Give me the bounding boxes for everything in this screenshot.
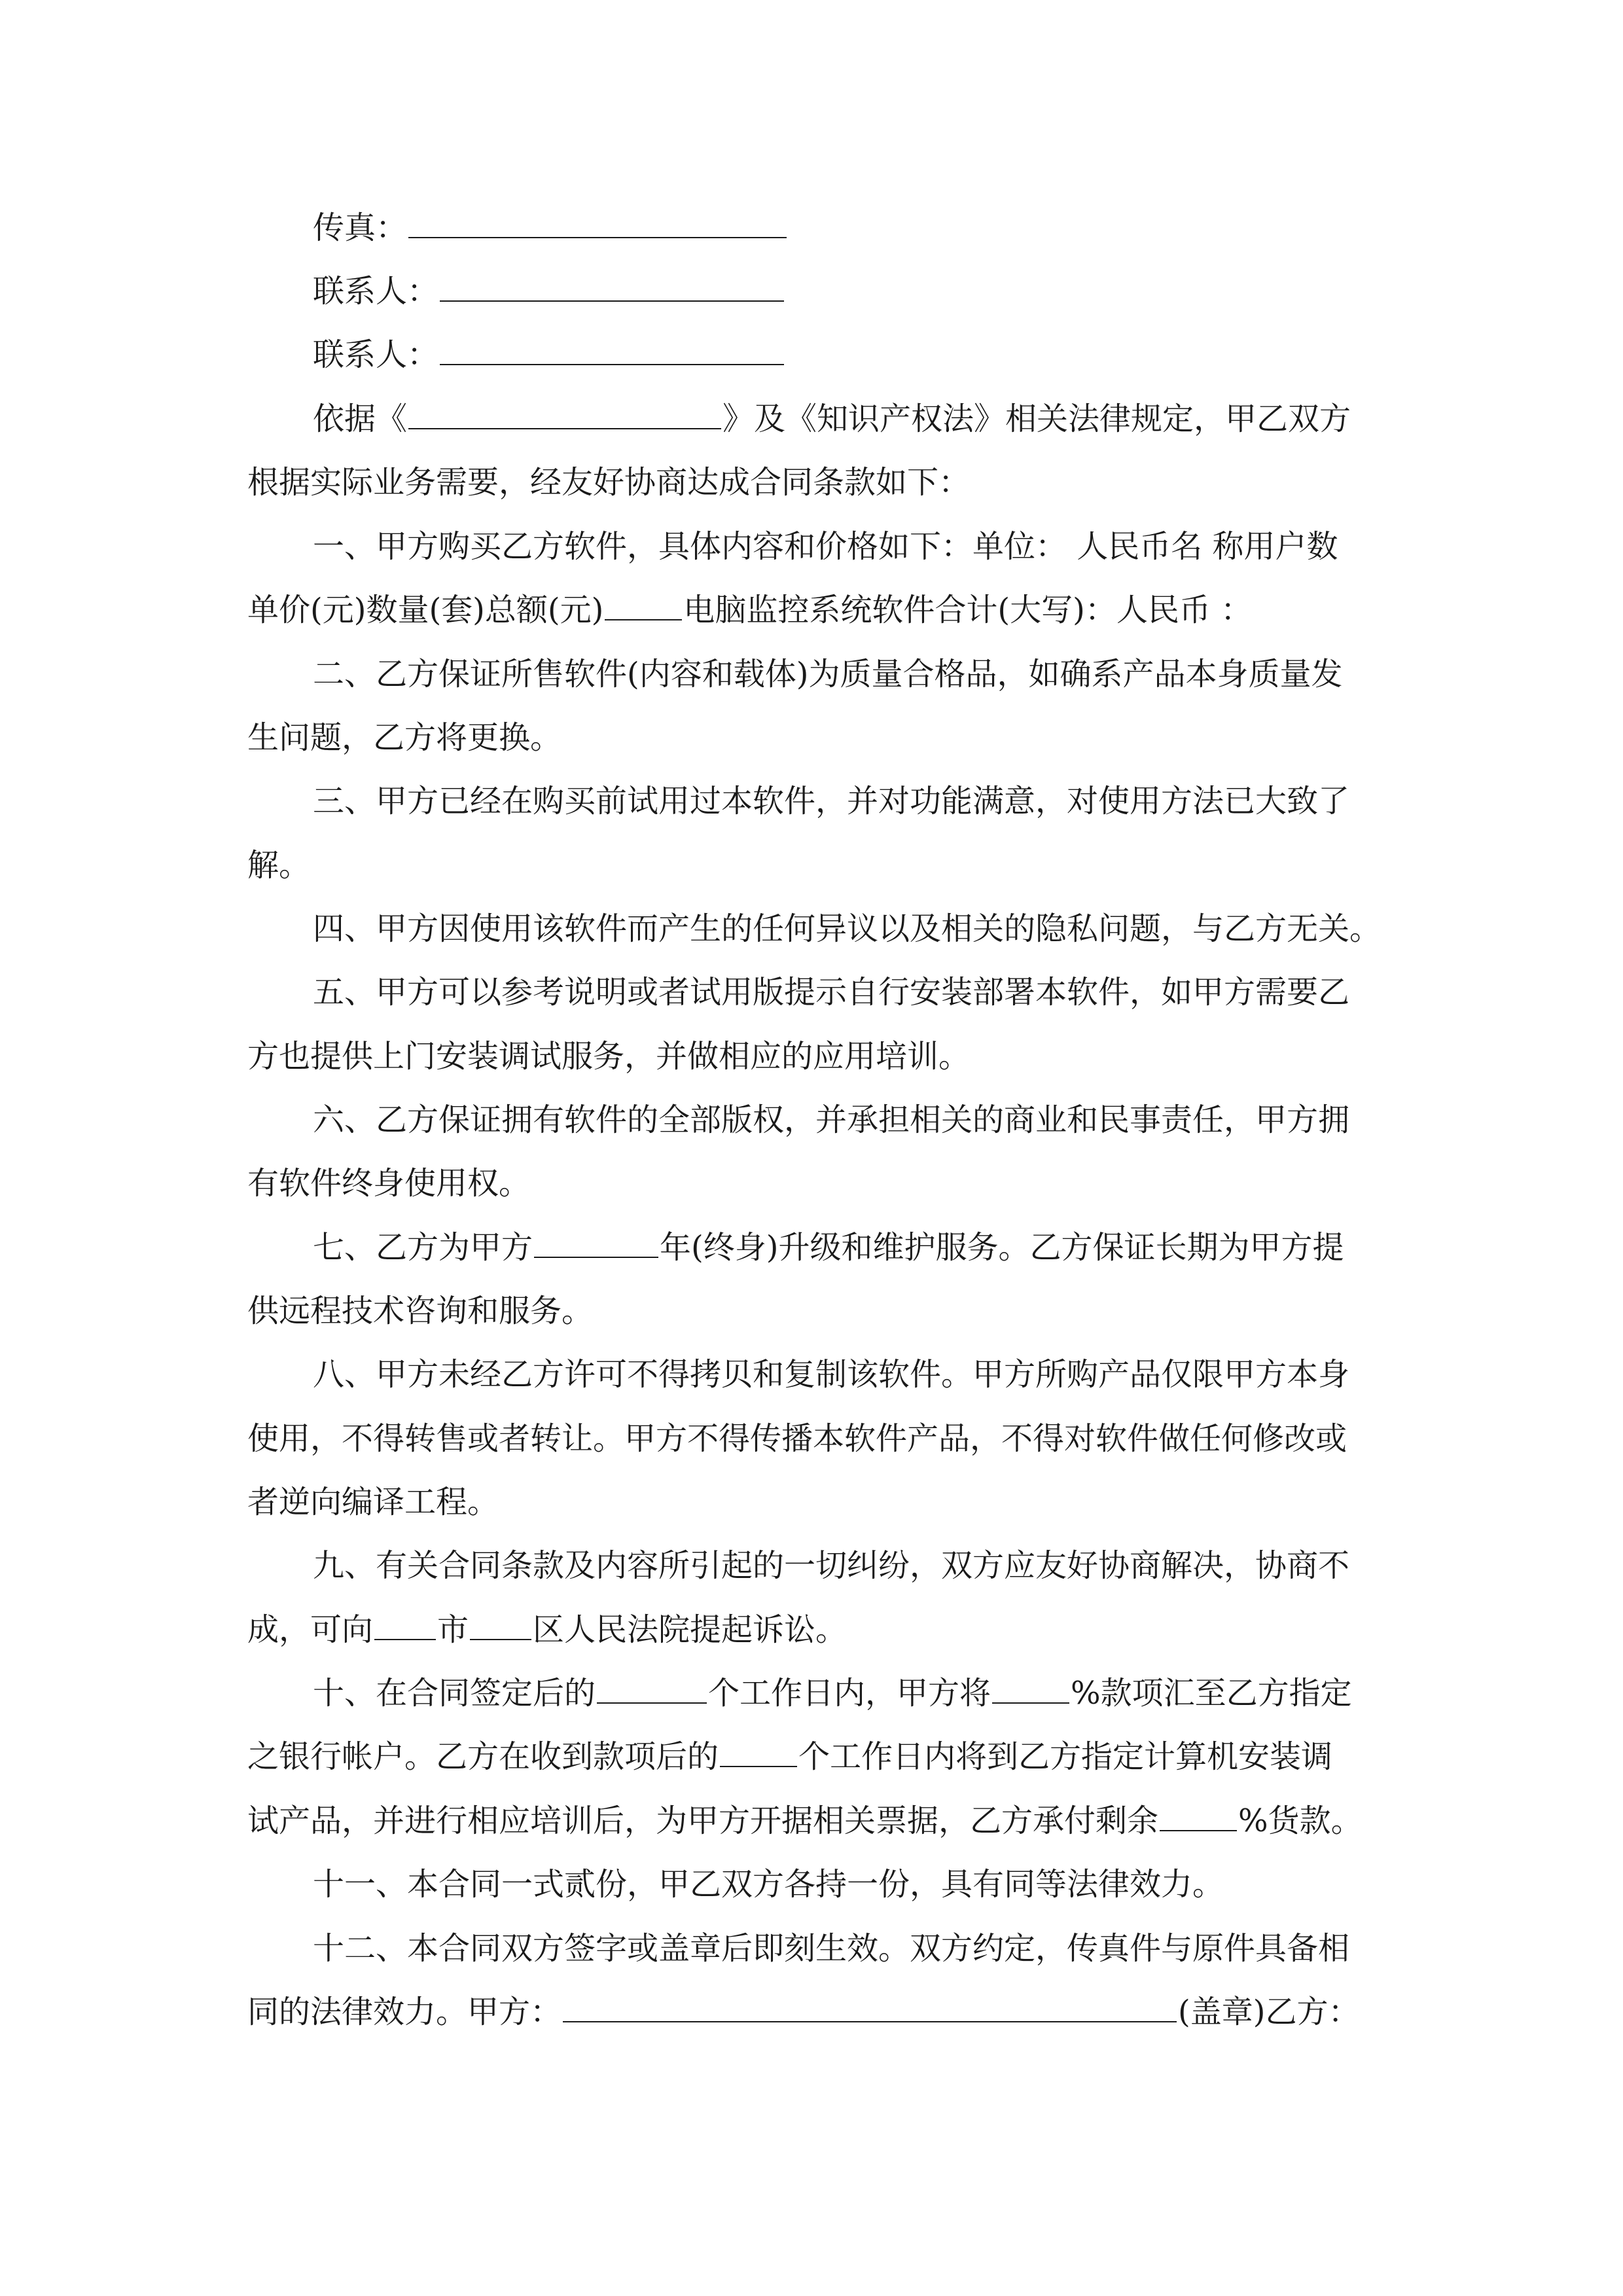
- clause-2-line-1: [313, 655, 1342, 694]
- clause-10-text-2b: 个工作日内将到乙方指定计算机安装调: [798, 1738, 1333, 1775]
- clause-4-line-1: [313, 909, 1381, 948]
- clause-9-text-2b: 市: [437, 1611, 469, 1648]
- clause-10-text-1b: 个工作日内，甲方将: [708, 1675, 991, 1712]
- clause-12-text-1: 十二、本合同双方签字或盖章后即刻生效。双方约定，传真件与原件具备相: [313, 1930, 1350, 1967]
- clause-1-line-1: [313, 527, 1338, 566]
- clause-1-line-2: [247, 590, 1252, 630]
- clause-10-text-1c: %款项汇至乙方指定: [1071, 1675, 1352, 1712]
- clause-10-line-1: [313, 1674, 1352, 1713]
- intro-text-a: 依据《: [313, 401, 408, 437]
- clause-12-text-2b: (盖章)乙方：: [1178, 1994, 1360, 2030]
- clause-8-text-2: 使用，不得转售或者转让。甲方不得传播本软件产品，不得对软件做任何修改或: [247, 1420, 1347, 1457]
- clause-12-line-2: [247, 1992, 1359, 2032]
- clause-6-text-2: 有软件终身使用权。: [247, 1165, 531, 1202]
- clause-1-text-2a: 单价(元)数量(套)总额(元): [247, 592, 604, 628]
- clause-5-text-1: 五、甲方可以参考说明或者试用版提示自行安装部署本软件，如甲方需要乙: [313, 974, 1350, 1011]
- clause-6-line-1: [313, 1100, 1349, 1139]
- clause-9-text-1: 九、有关合同条款及内容所引起的一切纠纷，双方应友好协商解决，协商不: [313, 1547, 1350, 1584]
- fax-blank[interactable]: [408, 211, 787, 238]
- install-days-blank[interactable]: [720, 1740, 797, 1767]
- party-a-signature-blank[interactable]: [563, 1995, 1177, 2022]
- clause-9-line-1: [313, 1546, 1349, 1585]
- intro-text-2: 根据实际业务需要，经友好协商达成合同条款如下：: [247, 464, 971, 501]
- clause-7-text-2: 供远程技术咨询和服务。: [247, 1293, 594, 1329]
- clause-10-text-1a: 十、在合同签定后的: [313, 1675, 596, 1712]
- clause-7-line-1: [313, 1228, 1344, 1267]
- intro-line-1: [313, 399, 1351, 439]
- clause-8-text-3: 者逆向编译工程。: [247, 1484, 499, 1520]
- clause-3-text-2: 解。: [247, 847, 311, 884]
- fax-label: 传真：: [313, 209, 408, 246]
- clause-12-line-1: [313, 1929, 1349, 1968]
- clause-8-line-3: [247, 1482, 499, 1522]
- clause-7-text-1b: 年(终身)升级和维护服务。乙方保证长期为甲方提: [660, 1229, 1344, 1266]
- clause-2-line-2: [247, 718, 562, 757]
- clause-5-line-1: [313, 973, 1349, 1012]
- clause-8-line-1: [313, 1355, 1349, 1394]
- clause-11-text-1: 十一、本合同一式贰份，甲乙双方各持一份，具有同等法律效力。: [313, 1866, 1224, 1903]
- contact-field-2: [313, 335, 785, 374]
- clause-1-text-2b: 电脑监控系统软件合计(大写)：人民币 ：: [683, 592, 1253, 628]
- balance-percent-blank[interactable]: [1160, 1804, 1237, 1831]
- contact-label-1: 联系人：: [313, 273, 439, 310]
- clause-10-text-3b: %货款。: [1238, 1803, 1363, 1839]
- clause-10-line-3: [247, 1801, 1363, 1840]
- clause-6-line-2: [247, 1164, 530, 1203]
- city-blank[interactable]: [374, 1613, 436, 1640]
- clause-9-line-2: [247, 1610, 847, 1649]
- clause-8-text-1: 八、甲方未经乙方许可不得拷贝和复制该软件。甲方所购产品仅限甲方本身: [313, 1356, 1350, 1393]
- contact-blank-2[interactable]: [440, 338, 784, 365]
- contact-label-2: 联系人：: [313, 336, 439, 373]
- payment-percent-blank[interactable]: [992, 1676, 1069, 1704]
- clause-10-line-2: [247, 1737, 1332, 1776]
- clause-2-text-2: 生问题，乙方将更换。: [247, 719, 562, 756]
- clause-5-line-2: [247, 1037, 970, 1076]
- clause-3-line-1: [313, 781, 1349, 821]
- clause-3-text-1: 三、甲方已经在购买前试用过本软件，并对功能满意，对使用方法已大致了: [313, 783, 1350, 819]
- district-blank[interactable]: [470, 1613, 531, 1640]
- clause-9-text-2a: 成，可向: [247, 1611, 374, 1648]
- clause-12-text-2a: 同的法律效力。甲方：: [247, 1994, 562, 2030]
- clause-10-text-2a: 之银行帐户。乙方在收到款项后的: [247, 1738, 719, 1775]
- clause-11-line-1: [313, 1865, 1224, 1904]
- payment-days-blank[interactable]: [597, 1676, 707, 1704]
- intro-line-2: [247, 463, 970, 502]
- clause-3-line-2: [247, 846, 310, 885]
- price-blank[interactable]: [605, 593, 682, 620]
- fax-field: [313, 208, 788, 247]
- intro-text-b: 》及《知识产权法》相关法律规定，甲乙双方: [722, 401, 1351, 437]
- clause-2-text-1: 二、乙方保证所售软件(内容和载体)为质量合格品，如确系产品本身质量发: [313, 656, 1343, 692]
- clause-8-line-2: [247, 1419, 1347, 1458]
- clause-1-text-1: 一、甲方购买乙方软件，具体内容和价格如下：单位： 人民币名 称用户数: [313, 528, 1338, 565]
- clause-10-text-3a: 试产品，并进行相应培训后，为甲方开据相关票据，乙方承付剩余: [247, 1803, 1159, 1839]
- law-name-blank[interactable]: [408, 402, 721, 429]
- clause-7-text-1a: 七、乙方为甲方: [313, 1229, 533, 1266]
- clause-7-line-2: [247, 1291, 593, 1331]
- clause-6-text-1: 六、乙方保证拥有软件的全部版权，并承担相关的商业和民事责任，甲方拥: [313, 1102, 1350, 1138]
- contact-blank-1[interactable]: [440, 274, 784, 302]
- clause-5-text-2: 方也提供上门安装调试服务，并做相应的应用培训。: [247, 1038, 971, 1075]
- clause-4-text-1: 四、甲方因使用该软件而产生的任何异议以及相关的隐私问题，与乙方无关。: [313, 910, 1382, 947]
- clause-9-text-2c: 区人民法院提起诉讼。: [533, 1611, 847, 1648]
- service-years-blank[interactable]: [534, 1230, 658, 1258]
- contact-field-1: [313, 272, 785, 311]
